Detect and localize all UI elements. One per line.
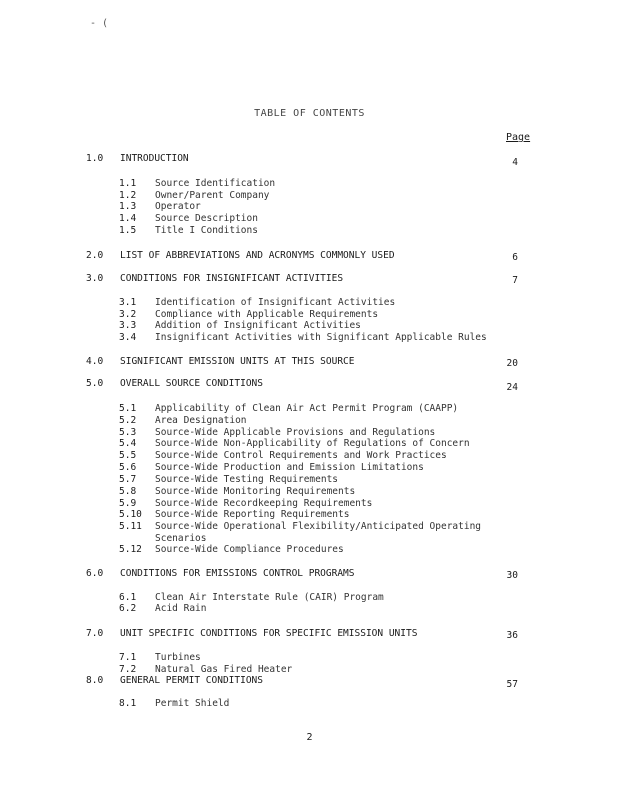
subsection-number: 7.2	[119, 664, 137, 675]
subsection-number: 5.2	[119, 415, 137, 426]
subsection-title: Insignificant Activities with Significant Applicable Rules	[155, 332, 487, 343]
subsection-title: Owner/Parent Company	[155, 190, 270, 201]
subsection-number: 5.1	[119, 403, 137, 414]
section-page: 4	[512, 157, 518, 168]
subsection-title: Source Description	[155, 213, 258, 224]
section-title: INTRODUCTION	[120, 153, 189, 164]
subsection-title: Source-Wide Reporting Requirements	[155, 509, 350, 520]
section-number: 7.0	[86, 628, 104, 639]
subsection-number: 5.9	[119, 498, 137, 509]
section-number: 1.0	[86, 153, 104, 164]
subsection-number: 7.1	[119, 652, 137, 663]
section-page: 6	[512, 252, 518, 263]
subsection-title: Title I Conditions	[155, 225, 258, 236]
subsection-number: 8.1	[119, 698, 137, 709]
section-title: SIGNIFICANT EMISSION UNITS AT THIS SOURCE	[120, 356, 355, 367]
subsection-title: Turbines	[155, 652, 201, 663]
subsection-title: Compliance with Applicable Requirements	[155, 309, 379, 320]
section-page: 20	[506, 358, 518, 369]
subsection-title: Source-Wide Non-Applicability of Regulations of Concern	[155, 438, 470, 449]
section-number: 6.0	[86, 568, 104, 579]
section-number: 3.0	[86, 273, 104, 284]
section-number: 8.0	[86, 675, 104, 686]
subsection-number: 3.1	[119, 297, 137, 308]
subsection-title: Natural Gas Fired Heater	[155, 664, 293, 675]
section-number: 5.0	[86, 378, 104, 389]
subsection-title: Area Designation	[155, 415, 247, 426]
section-title: CONDITIONS FOR INSIGNIFICANT ACTIVITIES	[120, 273, 344, 284]
corner-mark: - (	[90, 18, 109, 29]
subsection-number: 5.5	[119, 450, 137, 461]
subsection-number: 5.7	[119, 474, 137, 485]
section-number: 4.0	[86, 356, 104, 367]
subsection-title: Source-Wide Control Requirements and Work Practices	[155, 450, 447, 461]
subsection-number: 5.11	[119, 521, 142, 532]
section-title: LIST OF ABBREVIATIONS AND ACRONYMS COMMONLY USED	[120, 250, 395, 261]
subsection-title: Source-Wide Operational Flexibility/Anticipated Operating Scenarios	[155, 521, 482, 544]
section-page: 36	[506, 630, 518, 641]
section-title: UNIT SPECIFIC CONDITIONS FOR SPECIFIC EMISSION UNITS	[120, 628, 418, 639]
page-column-label: Page	[506, 132, 531, 143]
subsection-title: Source-Wide Recordkeeping Requirements	[155, 498, 373, 509]
subsection-title: Source-Wide Monitoring Requirements	[155, 486, 356, 497]
section-number: 2.0	[86, 250, 104, 261]
subsection-number: 5.4	[119, 438, 137, 449]
subsection-title: Applicability of Clean Air Act Permit Program (CAAPP)	[155, 403, 459, 414]
subsection-title: Source-Wide Testing Requirements	[155, 474, 339, 485]
subsection-number: 3.4	[119, 332, 137, 343]
subsection-title: Source-Wide Production and Emission Limitations	[155, 462, 424, 473]
section-page: 30	[506, 570, 518, 581]
subsection-number: 6.1	[119, 592, 137, 603]
subsection-title: Permit Shield	[155, 698, 230, 709]
subsection-number: 5.3	[119, 427, 137, 438]
subsection-title: Clean Air Interstate Rule (CAIR) Program	[155, 592, 384, 603]
page-title: TABLE OF CONTENTS	[254, 108, 365, 119]
subsection-number: 1.5	[119, 225, 137, 236]
subsection-number: 3.2	[119, 309, 137, 320]
section-page: 57	[506, 679, 518, 690]
page-number: 2	[306, 732, 313, 743]
subsection-title: Acid Rain	[155, 603, 207, 614]
section-title: OVERALL SOURCE CONDITIONS	[120, 378, 263, 389]
subsection-title: Identification of Insignificant Activities	[155, 297, 396, 308]
subsection-title: Source-Wide Compliance Procedures	[155, 544, 344, 555]
subsection-number: 5.8	[119, 486, 137, 497]
subsection-number: 1.1	[119, 178, 137, 189]
section-title: CONDITIONS FOR EMISSIONS CONTROL PROGRAMS	[120, 568, 355, 579]
subsection-title: Operator	[155, 201, 201, 212]
section-page: 24	[506, 382, 518, 393]
subsection-number: 6.2	[119, 603, 137, 614]
subsection-number: 1.2	[119, 190, 137, 201]
subsection-number: 5.10	[119, 509, 142, 520]
subsection-number: 3.3	[119, 320, 137, 331]
subsection-title: Source-Wide Applicable Provisions and Regulations	[155, 427, 436, 438]
subsection-title: Source Identification	[155, 178, 276, 189]
subsection-number: 5.6	[119, 462, 137, 473]
section-page: 7	[512, 275, 518, 286]
section-title: GENERAL PERMIT CONDITIONS	[120, 675, 263, 686]
subsection-number: 5.12	[119, 544, 142, 555]
subsection-title: Addition of Insignificant Activities	[155, 320, 361, 331]
subsection-number: 1.3	[119, 201, 137, 212]
subsection-number: 1.4	[119, 213, 137, 224]
